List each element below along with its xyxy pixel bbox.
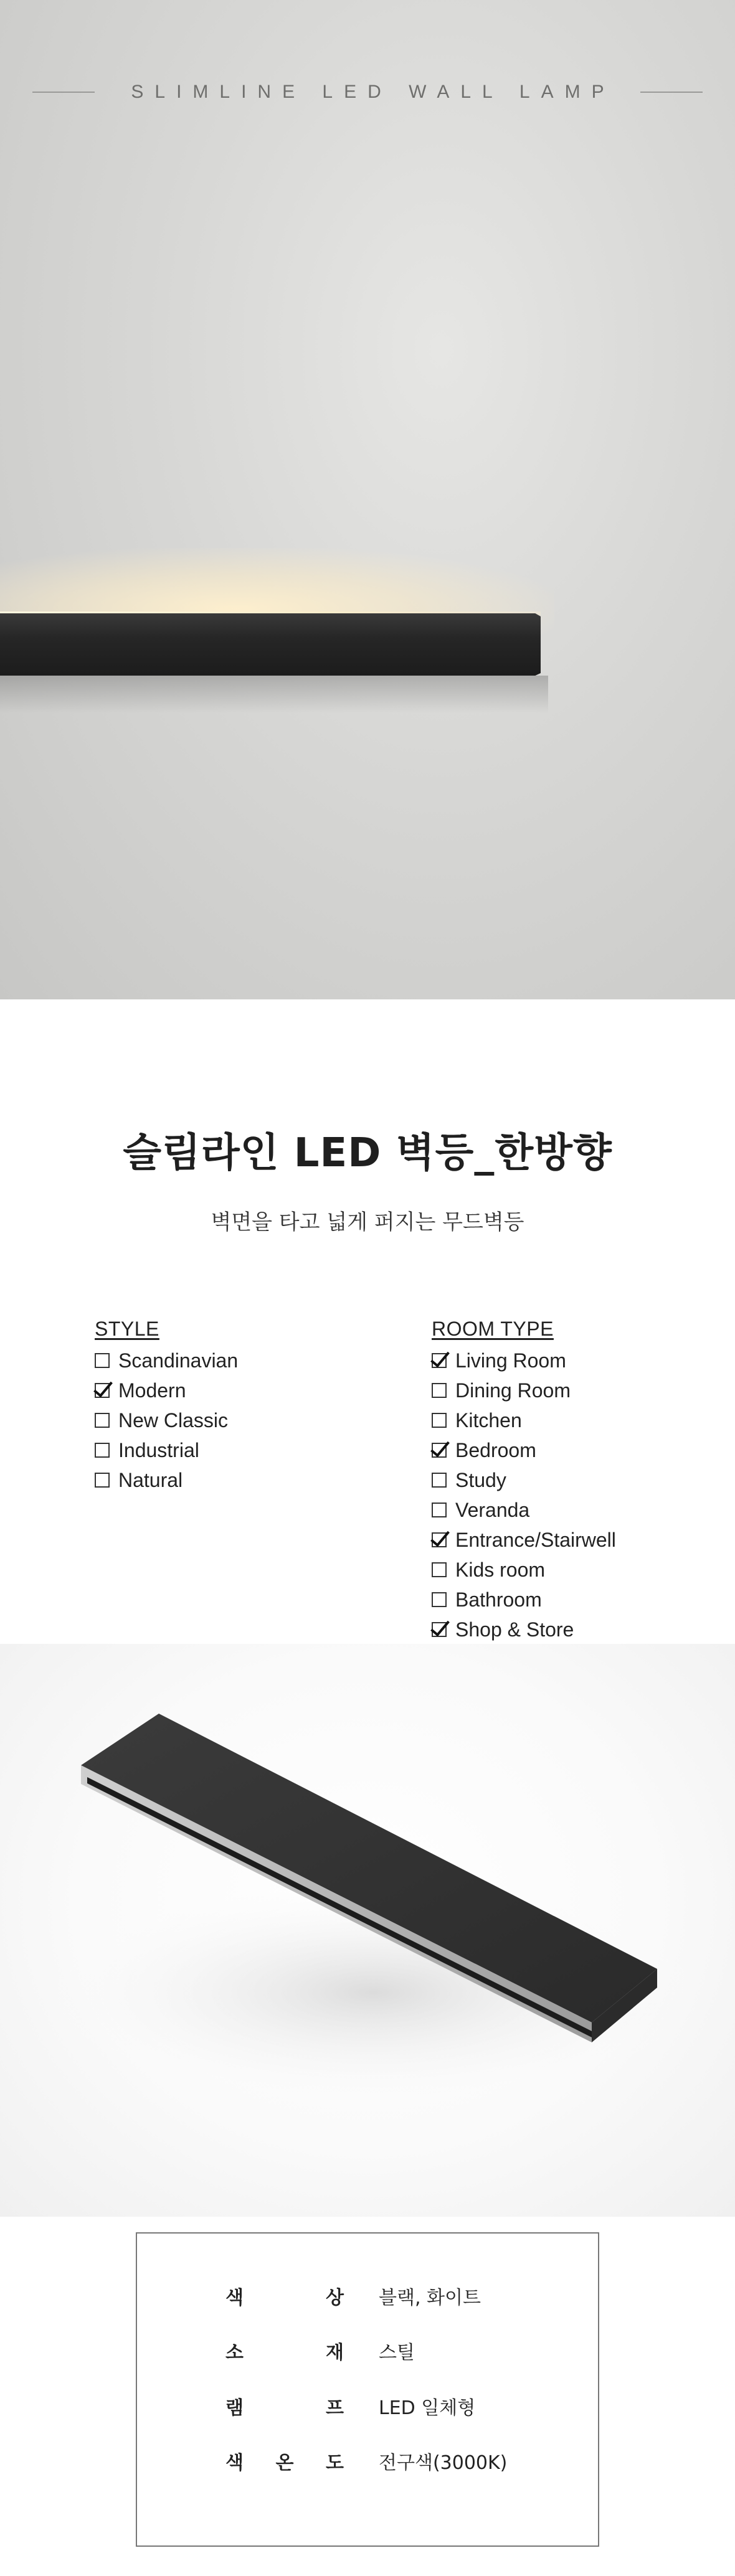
- style-option-label: Natural: [118, 1468, 183, 1491]
- style-option-label: Scandinavian: [118, 1349, 239, 1372]
- spec-table: [136, 2232, 599, 2547]
- wall-lamp-bar: [0, 613, 541, 676]
- spec-label-char: 프: [326, 2397, 344, 2419]
- spec-label-char: 색: [225, 2452, 244, 2474]
- product-subtitle: 벽면을 타고 넓게 퍼지는 무드벽등: [211, 1210, 524, 1235]
- heading-rule-left: [32, 92, 95, 93]
- empty-checkbox-icon: [432, 1503, 447, 1517]
- spec-label-char: 온: [275, 2452, 294, 2474]
- empty-checkbox-icon: [95, 1353, 110, 1368]
- style-option: [95, 1465, 238, 1495]
- room-type-option: [432, 1615, 616, 1644]
- room-type-heading: ROOM TYPE: [432, 1318, 554, 1340]
- room-type-option-label: Dining Room: [455, 1379, 571, 1402]
- empty-checkbox-icon: [432, 1413, 447, 1428]
- style-list: [95, 1316, 238, 1495]
- spec-label: [225, 2282, 344, 2309]
- style-option: [95, 1405, 238, 1435]
- room-type-option-label: Kitchen: [455, 1408, 522, 1432]
- empty-checkbox-icon: [432, 1383, 447, 1398]
- style-option-label: Modern: [118, 1379, 186, 1402]
- room-type-option-label: Kids room: [455, 1558, 546, 1581]
- checked-checkbox-icon: [432, 1532, 447, 1547]
- spec-label-char: 소: [225, 2342, 244, 2364]
- checked-checkbox-icon: [95, 1383, 110, 1398]
- room-type-option: [432, 1346, 616, 1375]
- checked-checkbox-icon: [432, 1353, 447, 1368]
- spec-label-char: 상: [326, 2287, 344, 2309]
- hero-image: [0, 0, 735, 999]
- room-type-option: [432, 1405, 616, 1435]
- spec-value: 스틸: [379, 2342, 415, 2364]
- product-photo: [0, 1644, 735, 2217]
- empty-checkbox-icon: [95, 1443, 110, 1458]
- spec-value: 전구색(3000K): [379, 2452, 508, 2474]
- hero-title: SLIMLINE LED WALL LAMP: [131, 82, 615, 102]
- style-heading: STYLE: [95, 1318, 159, 1340]
- spec-value: LED 일체형: [379, 2397, 476, 2419]
- checked-checkbox-icon: [432, 1443, 447, 1458]
- empty-checkbox-icon: [432, 1473, 447, 1488]
- style-option: [95, 1346, 238, 1375]
- spec-row: [137, 2277, 598, 2314]
- room-type-option-label: Study: [455, 1468, 506, 1491]
- room-type-option-label: Veranda: [455, 1498, 530, 1521]
- room-type-option: [432, 1495, 616, 1525]
- room-type-option: [432, 1555, 616, 1585]
- lamp-render: [0, 1644, 735, 2217]
- style-option-label: New Classic: [118, 1408, 229, 1432]
- lamp-shadow: [0, 676, 548, 713]
- room-type-option: [432, 1585, 616, 1615]
- spec-label: [225, 2392, 344, 2420]
- hero-heading: [0, 80, 735, 105]
- style-option-label: Industrial: [118, 1438, 199, 1461]
- spec-row: [137, 2332, 598, 2369]
- room-type-option-label: Shop & Store: [455, 1618, 574, 1641]
- spec-label-char: 색: [225, 2287, 244, 2309]
- room-type-option-label: Entrance/Stairwell: [455, 1528, 616, 1551]
- spec-label-char: 재: [326, 2342, 344, 2364]
- spec-row: [137, 2442, 598, 2479]
- room-type-option: [432, 1435, 616, 1465]
- style-option: [95, 1435, 238, 1465]
- room-type-option: [432, 1525, 616, 1555]
- room-type-option: [432, 1465, 616, 1495]
- room-type-option-label: Bedroom: [455, 1438, 536, 1461]
- empty-checkbox-icon: [95, 1473, 110, 1488]
- spec-label-char: 램: [225, 2397, 244, 2419]
- style-option: [95, 1375, 238, 1405]
- room-type-list: [432, 1316, 616, 1644]
- spec-label: [225, 2337, 344, 2364]
- room-type-option-label: Bathroom: [455, 1588, 542, 1611]
- product-title: 슬림라인 LED 벽등_한방향: [123, 1130, 612, 1176]
- empty-checkbox-icon: [95, 1413, 110, 1428]
- checked-checkbox-icon: [432, 1622, 447, 1637]
- spec-row: [137, 2387, 598, 2425]
- room-type-option: [432, 1375, 616, 1405]
- empty-checkbox-icon: [432, 1562, 447, 1577]
- empty-checkbox-icon: [432, 1592, 447, 1607]
- heading-rule-right: [640, 92, 703, 93]
- spec-label: [225, 2447, 344, 2475]
- spec-value: 블랙, 화이트: [379, 2287, 481, 2309]
- room-type-option-label: Living Room: [455, 1349, 566, 1372]
- spec-label-char: 도: [326, 2452, 344, 2474]
